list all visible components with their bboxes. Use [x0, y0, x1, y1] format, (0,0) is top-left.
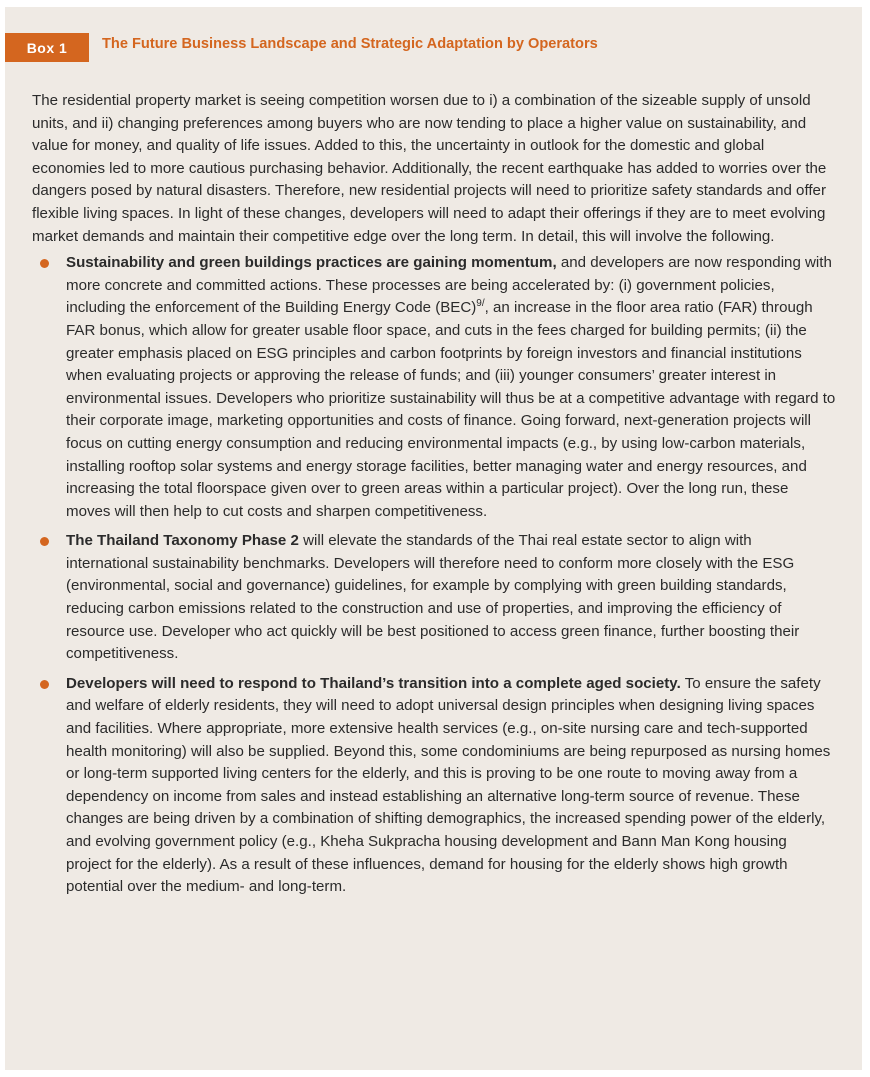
bullet-aged-society: [32, 673, 836, 899]
footnote-ref: 9/: [476, 298, 485, 310]
bullet-sustainability: [32, 252, 836, 523]
bullet-taxonomy: [32, 530, 836, 666]
bullet-lead: Developers will need to respond to Thailand’s transition into a complete aged society.: [66, 674, 681, 692]
bullet-text-continued: , an increase in the floor area ratio (FAR) through FAR bonus, which allow for greater usable floor space, and cuts in the fees charged for building permits; (ii) the greater emphasis placed on ESG principles and carbon footprints by foreign investors and financial institutions when evaluating projects or approving the release of funds; and (iii) younger consumers’ greater interest in environmental issues. Developers who prioritize sustainability will thus be at a competitive advantage with regard to their corporate image, marketing opportunities and costs of finance. Going forward, next-generation projects will focus on cutting energy consumption and reducing environmental impacts (e.g., by using low-carbon materials, installing rooftop solar systems and energy storage facilities, better managing water and energy resources, and increasing the total floorspace given over to green areas within a particular project). Over the long run, these moves will then help to cut costs and sharpen competitiveness.: [66, 299, 836, 520]
box-title: The Future Business Landscape and Strategic Adaptation by Operators: [102, 36, 598, 52]
box-content: [32, 90, 836, 906]
bullet-list: [32, 252, 836, 899]
box-label: Box 1: [5, 33, 89, 62]
bullet-text: To ensure the safety and welfare of elderly residents, they will need to adopt universal design principles when designing living spaces and facilities. Where appropriate, more extensive health services (e.g., on-site nursing care and tech-supported health monitoring) will also be supplied. Beyond this, some condominiums are being repurposed as nursing homes or long-term supported living centers for the elderly, and this is proving to be one route to moving away from a dependency on income from sales and instead establishing an alternative long-term source of revenue. These changes are being driven by a combination of shifting demographics, the increased spending power of the elderly, and evolving government policy (e.g., Kheha Sukpracha housing development and Bann Man Kong housing project for the elderly). As a result of these influences, demand for housing for the elderly shows high growth potential over the medium- and long-term.: [66, 674, 831, 896]
bullet-lead: The Thailand Taxonomy Phase 2: [66, 532, 299, 550]
bullet-text: will elevate the standards of the Thai real estate sector to align with international sustainability benchmarks. Developers will therefore need to conform more closely with the ESG (environmental, social and governance) guidelines, for example by complying with green building standards, reducing carbon emissions related to the construction and use of properties, and improving the efficiency of resource use. Developer who act quickly will be best positioned to access green finance, further boosting their competitiveness.: [66, 532, 800, 663]
intro-paragraph: The residential property market is seeing competition worsen due to i) a combination of the sizeable supply of unsold units, and ii) changing preferences among buyers who are now tending to place a higher value on sustainability, and value for money, and quality of life issues. Added to this, the uncertainty in outlook for the domestic and global economies led to more cautious purchasing behavior. Additionally, the recent earthquake has added to worries over the dangers posed by natural disasters. Therefore, new residential projects will need to prioritize safety standards and offer flexible living spaces. In light of these changes, developers will need to adapt their offerings if they are to meet evolving market demands and maintain their competitive edge over the long term. In detail, this will involve the following.: [32, 92, 827, 245]
bullet-lead: Sustainability and green buildings practices are gaining momentum,: [66, 254, 557, 272]
bullet-text: and developers are now responding with more concrete and committed actions. These processes are being accelerated by: (i) government policies, including the enforcement of the Building Energy Code (BEC): [66, 254, 832, 317]
bullet-dot-icon: [40, 537, 49, 546]
bullet-dot-icon: [40, 259, 49, 268]
bullet-dot-icon: [40, 680, 49, 689]
